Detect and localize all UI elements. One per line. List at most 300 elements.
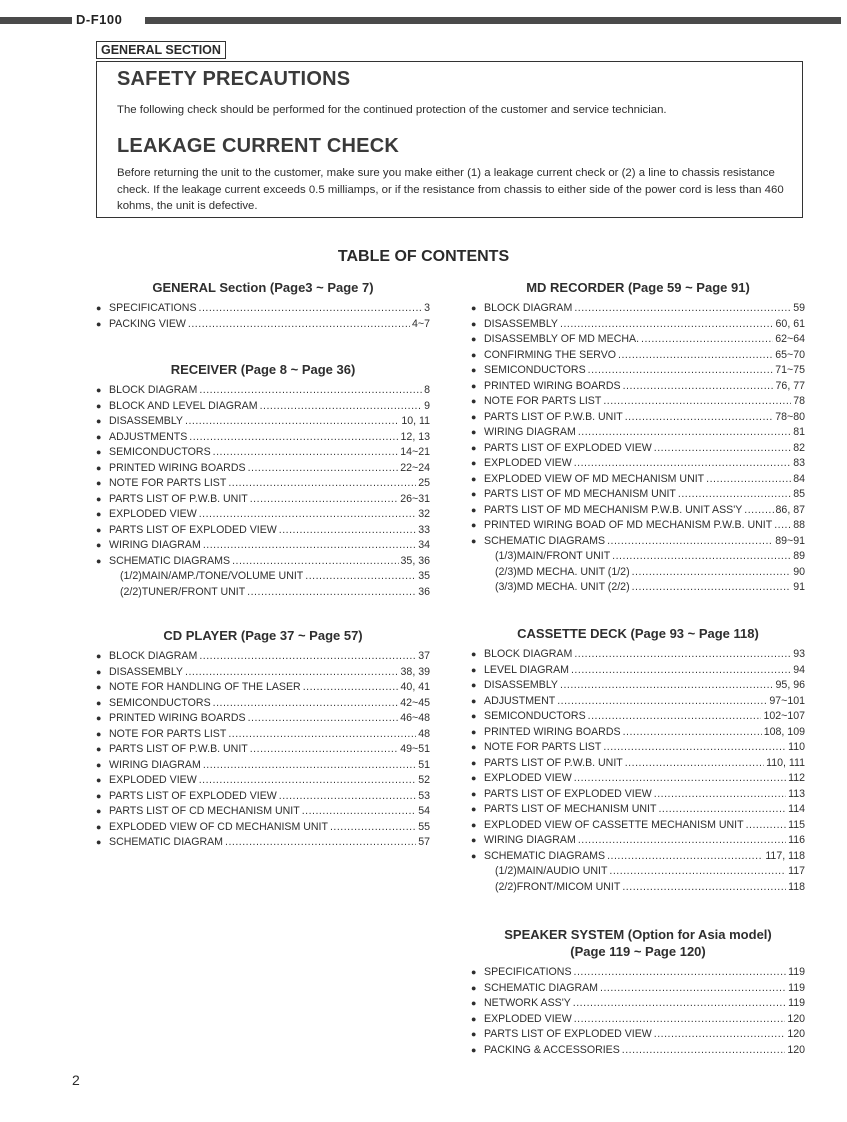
- toc-entry-page: 113: [788, 787, 805, 800]
- bullet-icon: ●: [471, 1029, 477, 1039]
- dot-leader: [654, 788, 786, 800]
- toc-entry-label: BLOCK DIAGRAM: [484, 302, 573, 314]
- bullet-icon: ●: [96, 697, 102, 708]
- toc-entry: [96, 743, 430, 759]
- dot-leader: [203, 759, 416, 771]
- toc-entry-page: 117: [788, 865, 805, 877]
- toc-entry-label: PARTS LIST OF MECHANISM UNIT: [484, 803, 657, 815]
- toc-entry-page: 10, 11: [401, 415, 430, 427]
- dot-leader: [248, 462, 399, 474]
- toc-entry-label: PARTS LIST OF CD MECHANISM UNIT: [109, 805, 300, 817]
- bullet-icon: ●: [471, 835, 477, 845]
- dot-leader: [199, 650, 416, 662]
- toc-entry-page: 117, 118: [765, 849, 805, 862]
- toc-entry-label: BLOCK DIAGRAM: [109, 384, 198, 396]
- toc-entry-page: 52: [418, 774, 430, 786]
- bullet-icon: ●: [471, 1013, 477, 1024]
- toc-entry-label: PARTS LIST OF EXPLODED VIEW: [109, 523, 277, 536]
- bullet-icon: ●: [96, 318, 102, 329]
- dot-leader: [632, 566, 792, 578]
- bullet-icon: ●: [96, 728, 102, 739]
- safety-title: SAFETY PRECAUTIONS: [117, 68, 351, 90]
- toc-entry: [471, 710, 805, 726]
- toc-entry: [96, 681, 430, 697]
- header-rule-right: [145, 17, 841, 24]
- toc-entry: [96, 446, 430, 462]
- toc-entry-page: 116: [788, 834, 805, 846]
- toc-entry: [471, 997, 805, 1013]
- dot-leader: [247, 586, 416, 598]
- toc-entry-page: 89~91: [775, 534, 805, 547]
- section-subtitle: (Page 119 ~ Page 120): [570, 944, 706, 959]
- dot-leader: [557, 695, 767, 707]
- toc-entry-label: PARTS LIST OF MD MECHANISM UNIT: [484, 488, 676, 500]
- dot-leader: [588, 364, 774, 376]
- toc-entry: [96, 508, 430, 524]
- toc-entry-page: 71~75: [775, 364, 805, 376]
- toc-entry-label: PRINTED WIRING BOARDS: [484, 379, 621, 392]
- bullet-icon: ●: [471, 411, 477, 422]
- toc-entry-label: PACKING & ACCESSORIES: [484, 1043, 620, 1056]
- toc-entry-label: DISASSEMBLY: [484, 679, 558, 691]
- toc-entry: [96, 790, 430, 806]
- dot-leader: [654, 1028, 786, 1040]
- dot-leader: [213, 697, 399, 709]
- toc-entry: [471, 426, 805, 442]
- toc-entry-label: EXPLODED VIEW: [484, 772, 572, 784]
- toc-entry-page: 97~101: [769, 694, 805, 707]
- bullet-icon: ●: [471, 1044, 477, 1055]
- toc-entry-page: 118: [788, 880, 805, 893]
- toc-entry: [96, 697, 430, 713]
- toc-entry-label: PRINTED WIRING BOARDS: [484, 725, 621, 738]
- toc-entry-page: 108, 109: [763, 725, 805, 738]
- toc-entry-label: PRINTED WIRING BOAD OF MD MECHANISM P.W.B. UNIT: [484, 519, 773, 531]
- toc-entry: [96, 570, 430, 586]
- bullet-icon: ●: [96, 524, 102, 535]
- toc-entry-label: DISASSEMBLY: [109, 415, 183, 427]
- dot-leader: [625, 757, 764, 769]
- toc-entry-page: 36: [418, 585, 430, 598]
- toc-entry-page: 26~31: [400, 492, 430, 505]
- bullet-icon: ●: [96, 493, 102, 504]
- toc-entry-label: WIRING DIAGRAM: [109, 539, 201, 551]
- safety-box: [96, 61, 803, 218]
- toc-entry-label: PARTS LIST OF MD MECHANISM P.W.B. UNIT ASS'Y: [484, 503, 743, 516]
- toc-entry-label: BLOCK DIAGRAM: [484, 648, 573, 660]
- bullet-icon: ●: [96, 540, 102, 550]
- toc-entry-label: SEMICONDUCTORS: [484, 364, 586, 376]
- toc-entry-page: 4~7: [412, 317, 430, 330]
- toc-entry: [96, 728, 430, 744]
- bullet-icon: ●: [96, 744, 102, 754]
- dot-leader: [658, 803, 786, 815]
- toc-entry: [471, 333, 805, 349]
- toc-general: [96, 279, 430, 333]
- toc-entry: [96, 650, 430, 666]
- toc-entry-page: 25: [418, 477, 430, 489]
- toc-entry-label: (2/2)TUNER/FRONT UNIT: [120, 585, 246, 598]
- dot-leader: [189, 431, 398, 443]
- toc-entry-label: ADJUSTMENTS: [109, 430, 188, 443]
- bullet-icon: ●: [471, 473, 477, 484]
- bullet-icon: ●: [471, 998, 477, 1008]
- toc-entry: [96, 712, 430, 728]
- model-name: D-F100: [76, 12, 123, 27]
- bullet-icon: ●: [471, 788, 477, 799]
- dot-leader: [228, 477, 416, 489]
- dot-leader: [623, 380, 774, 392]
- toc-entry: [471, 648, 805, 664]
- dot-leader: [632, 581, 792, 593]
- bullet-icon: ●: [96, 806, 102, 816]
- toc-entry-page: 95, 96: [775, 679, 805, 691]
- toc-entry-page: 86, 87: [775, 503, 805, 516]
- toc-entry-page: 65~70: [775, 348, 805, 361]
- dot-leader: [706, 473, 791, 485]
- bullet-icon: ●: [471, 726, 477, 737]
- bullet-icon: ●: [96, 303, 102, 313]
- toc-entry-label: WIRING DIAGRAM: [484, 834, 576, 846]
- dot-leader: [232, 555, 398, 567]
- bullet-icon: ●: [471, 396, 477, 406]
- toc-entry: [96, 477, 430, 493]
- page-number: 2: [72, 1072, 80, 1088]
- toc-entry: [96, 493, 430, 509]
- toc-entry: [471, 318, 805, 334]
- toc-entry-page: 49~51: [400, 743, 430, 755]
- toc-entry: [471, 519, 805, 535]
- bullet-icon: ●: [96, 682, 102, 692]
- toc-entry-label: SEMICONDUCTORS: [109, 446, 211, 458]
- toc-entry: [471, 865, 805, 881]
- toc-entry-page: 78: [793, 395, 805, 407]
- dot-leader: [560, 318, 774, 330]
- dot-leader: [746, 819, 787, 831]
- toc-entry: [471, 457, 805, 473]
- dot-leader: [609, 865, 786, 877]
- toc-entry-page: 35, 36: [400, 554, 430, 567]
- toc-entry-label: EXPLODED VIEW: [109, 774, 197, 786]
- toc-entry-label: SPECIFICATIONS: [484, 966, 572, 978]
- toc-entry-page: 22~24: [400, 461, 430, 474]
- toc-entry: [471, 834, 805, 850]
- dot-leader: [603, 741, 786, 753]
- toc-entry-page: 115: [788, 818, 805, 831]
- toc-entry-label: CONFIRMING THE SERVO: [484, 348, 617, 361]
- bullet-icon: ●: [471, 967, 477, 977]
- toc-entry-label: EXPLODED VIEW: [109, 508, 197, 520]
- dot-leader: [622, 1044, 786, 1056]
- toc-entry: [471, 395, 805, 411]
- toc-entry: [471, 679, 805, 695]
- bullet-icon: ●: [471, 458, 477, 468]
- section-title: CD PLAYER (Page 37 ~ Page 57): [163, 628, 363, 643]
- toc-entry: [471, 411, 805, 427]
- toc-entry-label: LEVEL DIAGRAM: [484, 663, 569, 676]
- toc-entry-label: PARTS LIST OF P.W.B. UNIT: [484, 410, 623, 423]
- dot-leader: [574, 966, 787, 978]
- dot-leader: [199, 508, 416, 520]
- toc-entry: [96, 302, 430, 318]
- bullet-icon: ●: [471, 365, 477, 375]
- toc-entry: [96, 524, 430, 540]
- section-title: GENERAL Section (Page3 ~ Page 7): [152, 280, 374, 295]
- toc-entry-page: 82: [793, 441, 805, 454]
- bullet-icon: ●: [471, 520, 477, 530]
- dot-leader: [612, 550, 791, 562]
- toc-entry-label: NOTE FOR PARTS LIST: [109, 477, 227, 489]
- toc-entry: [96, 586, 430, 602]
- dot-leader: [578, 834, 786, 846]
- toc-entry: [471, 349, 805, 365]
- leakage-title: LEAKAGE CURRENT CHECK: [117, 135, 399, 157]
- toc-entry-page: 12, 13: [400, 430, 430, 443]
- entry-list: [96, 302, 430, 333]
- toc-entry: [471, 380, 805, 396]
- dot-leader: [574, 772, 786, 784]
- toc-entry: [471, 364, 805, 380]
- entry-list: [471, 648, 805, 896]
- dot-leader: [578, 426, 791, 438]
- dot-leader: [574, 457, 791, 469]
- toc-entry-label: NOTE FOR PARTS LIST: [109, 727, 227, 740]
- toc-entry: [96, 462, 430, 478]
- toc-entry: [471, 535, 805, 551]
- toc-entry-page: 120: [787, 1043, 805, 1056]
- bullet-icon: ●: [96, 651, 102, 661]
- toc-entry-page: 81: [793, 426, 805, 438]
- toc-entry-page: 3: [424, 302, 430, 314]
- toc-entry-label: DISASSEMBLY: [109, 665, 183, 678]
- bullet-icon: ●: [96, 462, 102, 473]
- bullet-icon: ●: [471, 982, 477, 993]
- bullet-icon: ●: [471, 427, 477, 437]
- dot-leader: [250, 493, 399, 505]
- toc-entry-page: 110: [788, 741, 805, 753]
- toc-entry-label: (1/2)MAIN/AMP./TONE/VOLUME UNIT: [120, 570, 304, 582]
- bullet-icon: ●: [96, 509, 102, 519]
- safety-text: The following check should be performed for the continued protection of the customer and service technician.: [117, 104, 667, 116]
- toc-entry-label: PARTS LIST OF EXPLODED VIEW: [484, 441, 652, 454]
- toc-entry-page: 112: [788, 772, 805, 784]
- toc-entry: [471, 664, 805, 680]
- toc-entry-label: PARTS LIST OF P.W.B. UNIT: [109, 492, 248, 505]
- toc-entry: [96, 384, 430, 400]
- bullet-icon: ●: [471, 742, 477, 752]
- toc-entry-page: 110, 111: [766, 756, 805, 769]
- toc-entry-page: 76, 77: [775, 379, 805, 392]
- toc-entry-page: 51: [418, 758, 430, 771]
- toc-entry-label: PARTS LIST OF EXPLODED VIEW: [484, 787, 652, 800]
- bullet-icon: ●: [471, 773, 477, 783]
- section-title: CASSETTE DECK (Page 93 ~ Page 118): [517, 626, 759, 641]
- toc-entry-page: 9: [424, 399, 430, 412]
- dot-leader: [203, 539, 416, 551]
- dot-leader: [600, 982, 786, 994]
- bullet-icon: ●: [471, 680, 477, 690]
- dot-leader: [618, 349, 773, 361]
- toc-entry-label: ADJUSTMENT: [484, 694, 556, 707]
- bullet-icon: ●: [96, 837, 102, 847]
- toc-entry-page: 14~21: [400, 446, 430, 458]
- entry-list: [471, 302, 805, 597]
- toc-entry-label: SCHEMATIC DIAGRAMS: [484, 534, 606, 547]
- dot-leader: [260, 400, 423, 412]
- toc-entry-page: 83: [793, 457, 805, 469]
- dot-leader: [623, 726, 762, 738]
- section-title: MD RECORDER (Page 59 ~ Page 91): [526, 280, 750, 295]
- toc-entry-label: PRINTED WIRING BOARDS: [109, 461, 246, 474]
- toc-entry-page: 57: [418, 836, 430, 848]
- dot-leader: [588, 710, 762, 722]
- toc-entry-page: 119: [788, 966, 805, 978]
- toc-speaker-system: [471, 926, 805, 1059]
- toc-entry-label: PACKING VIEW: [109, 317, 186, 330]
- toc-md-recorder: [471, 279, 805, 597]
- bullet-icon: ●: [471, 535, 477, 546]
- toc-entry: [471, 788, 805, 804]
- toc-entry-label: EXPLODED VIEW: [484, 1012, 572, 1025]
- toc-entry-page: 119: [788, 981, 805, 994]
- toc-entry-page: 40, 41: [400, 681, 430, 693]
- toc-entry-label: SPECIFICATIONS: [109, 302, 197, 314]
- toc-entry-label: PRINTED WIRING BOARDS: [109, 712, 246, 724]
- toc-entry-page: 55: [418, 820, 430, 833]
- toc-cassette-deck: [471, 625, 805, 896]
- section-title: SPEAKER SYSTEM (Option for Asia model): [504, 927, 772, 942]
- dot-leader: [574, 302, 791, 314]
- dot-leader: [303, 681, 399, 693]
- bullet-icon: ●: [471, 349, 477, 360]
- toc-entry-page: 37: [418, 650, 430, 662]
- bullet-icon: ●: [471, 442, 477, 453]
- dot-leader: [213, 446, 399, 458]
- toc-entry: [96, 539, 430, 555]
- toc-entry: [96, 821, 430, 837]
- bullet-icon: ●: [471, 757, 477, 768]
- toc-entry: [471, 302, 805, 318]
- toc-entry-page: 114: [788, 803, 805, 815]
- dot-leader: [654, 442, 791, 454]
- bullet-icon: ●: [471, 303, 477, 313]
- dot-leader: [279, 790, 416, 802]
- bullet-icon: ●: [96, 759, 102, 770]
- toc-entry: [471, 442, 805, 458]
- toc-entry-page: 53: [418, 789, 430, 802]
- toc-entry: [471, 566, 805, 582]
- toc-entry-page: 38, 39: [400, 665, 430, 678]
- bullet-icon: ●: [96, 431, 102, 442]
- toc-entry-page: 34: [418, 539, 430, 551]
- bullet-icon: ●: [471, 334, 477, 344]
- toc-entry: [471, 803, 805, 819]
- toc-entry-label: SEMICONDUCTORS: [109, 696, 211, 709]
- bullet-icon: ●: [471, 711, 477, 721]
- toc-entry: [471, 473, 805, 489]
- toc-entry: [471, 881, 805, 897]
- toc-entry: [471, 772, 805, 788]
- leakage-text: Before returning the unit to the customer, make sure you make either (1) a leakage current check or (2) a line to chassis resistance check. If the leakage current exceeds 0.5 milliamps, or if the resistance from chassis to either side of the power cord is less than 460 kohms, the unit is defective.: [117, 167, 784, 213]
- bullet-icon: ●: [96, 821, 102, 832]
- dot-leader: [188, 318, 410, 330]
- dot-leader: [248, 712, 399, 724]
- toc-entry-page: 120: [787, 1012, 805, 1025]
- toc-entry-label: NETWORK ASS'Y: [484, 997, 571, 1009]
- toc-entry-label: NOTE FOR HANDLING OF THE LASER: [109, 681, 301, 693]
- dot-leader: [250, 743, 399, 755]
- bullet-icon: ●: [96, 555, 102, 566]
- toc-entry-label: (1/2)MAIN/AUDIO UNIT: [495, 865, 608, 877]
- toc-entry-page: 90: [793, 565, 805, 578]
- toc-entry: [471, 819, 805, 835]
- bullet-icon: ●: [96, 790, 102, 801]
- toc-entry-label: (2/2)FRONT/MICOM UNIT: [495, 880, 621, 893]
- dot-leader: [622, 881, 786, 893]
- toc-entry-page: 60, 61: [775, 317, 805, 330]
- dot-leader: [571, 664, 791, 676]
- entry-list: [96, 650, 430, 852]
- dot-leader: [774, 519, 791, 531]
- toc-entry-label: SCHEMATIC DIAGRAM: [484, 981, 598, 994]
- bullet-icon: ●: [96, 713, 102, 723]
- dot-leader: [607, 850, 763, 862]
- dot-leader: [199, 302, 423, 314]
- toc-entry-page: 59: [793, 302, 805, 314]
- toc-entry-label: EXPLODED VIEW: [484, 457, 572, 469]
- toc-entry-label: NOTE FOR PARTS LIST: [484, 741, 602, 753]
- toc-entry-page: 91: [793, 581, 805, 593]
- dot-leader: [560, 679, 774, 691]
- toc-entry: [96, 318, 430, 334]
- bullet-icon: ●: [471, 850, 477, 861]
- toc-entry-page: 8: [424, 384, 430, 396]
- toc-entry-page: 88: [793, 519, 805, 531]
- toc-entry: [471, 550, 805, 566]
- toc-entry-label: PARTS LIST OF EXPLODED VIEW: [109, 789, 277, 802]
- toc-entry-label: NOTE FOR PARTS LIST: [484, 395, 602, 407]
- toc-entry: [471, 726, 805, 742]
- bullet-icon: ●: [96, 400, 102, 411]
- toc-entry-page: 46~48: [400, 712, 430, 724]
- dot-leader: [199, 774, 416, 786]
- toc-entry-label: (2/3)MD MECHA. UNIT (1/2): [495, 565, 630, 578]
- dot-leader: [185, 666, 399, 678]
- toc-entry-label: PARTS LIST OF EXPLODED VIEW: [484, 1028, 652, 1040]
- bullet-icon: ●: [96, 478, 102, 488]
- toc-entry: [471, 741, 805, 757]
- toc-entry-page: 85: [793, 488, 805, 500]
- toc-entry-page: 54: [418, 805, 430, 817]
- toc-entry-page: 84: [793, 472, 805, 485]
- toc-entry-page: 89: [793, 550, 805, 562]
- toc-entry-label: DISASSEMBLY: [484, 317, 558, 330]
- entry-list: [471, 966, 805, 1059]
- bullet-icon: ●: [471, 489, 477, 499]
- toc-title: TABLE OF CONTENTS: [337, 248, 510, 265]
- dot-leader: [225, 836, 416, 848]
- dot-leader: [678, 488, 791, 500]
- dot-leader: [228, 728, 416, 740]
- section-label: GENERAL SECTION: [96, 41, 226, 59]
- dot-leader: [607, 535, 773, 547]
- toc-entry: [96, 774, 430, 790]
- dot-leader: [199, 384, 422, 396]
- toc-entry-label: EXPLODED VIEW OF MD MECHANISM UNIT: [484, 472, 705, 485]
- toc-entry-label: EXPLODED VIEW OF CD MECHANISM UNIT: [109, 820, 328, 833]
- toc-entry: [471, 850, 805, 866]
- dot-leader: [603, 395, 791, 407]
